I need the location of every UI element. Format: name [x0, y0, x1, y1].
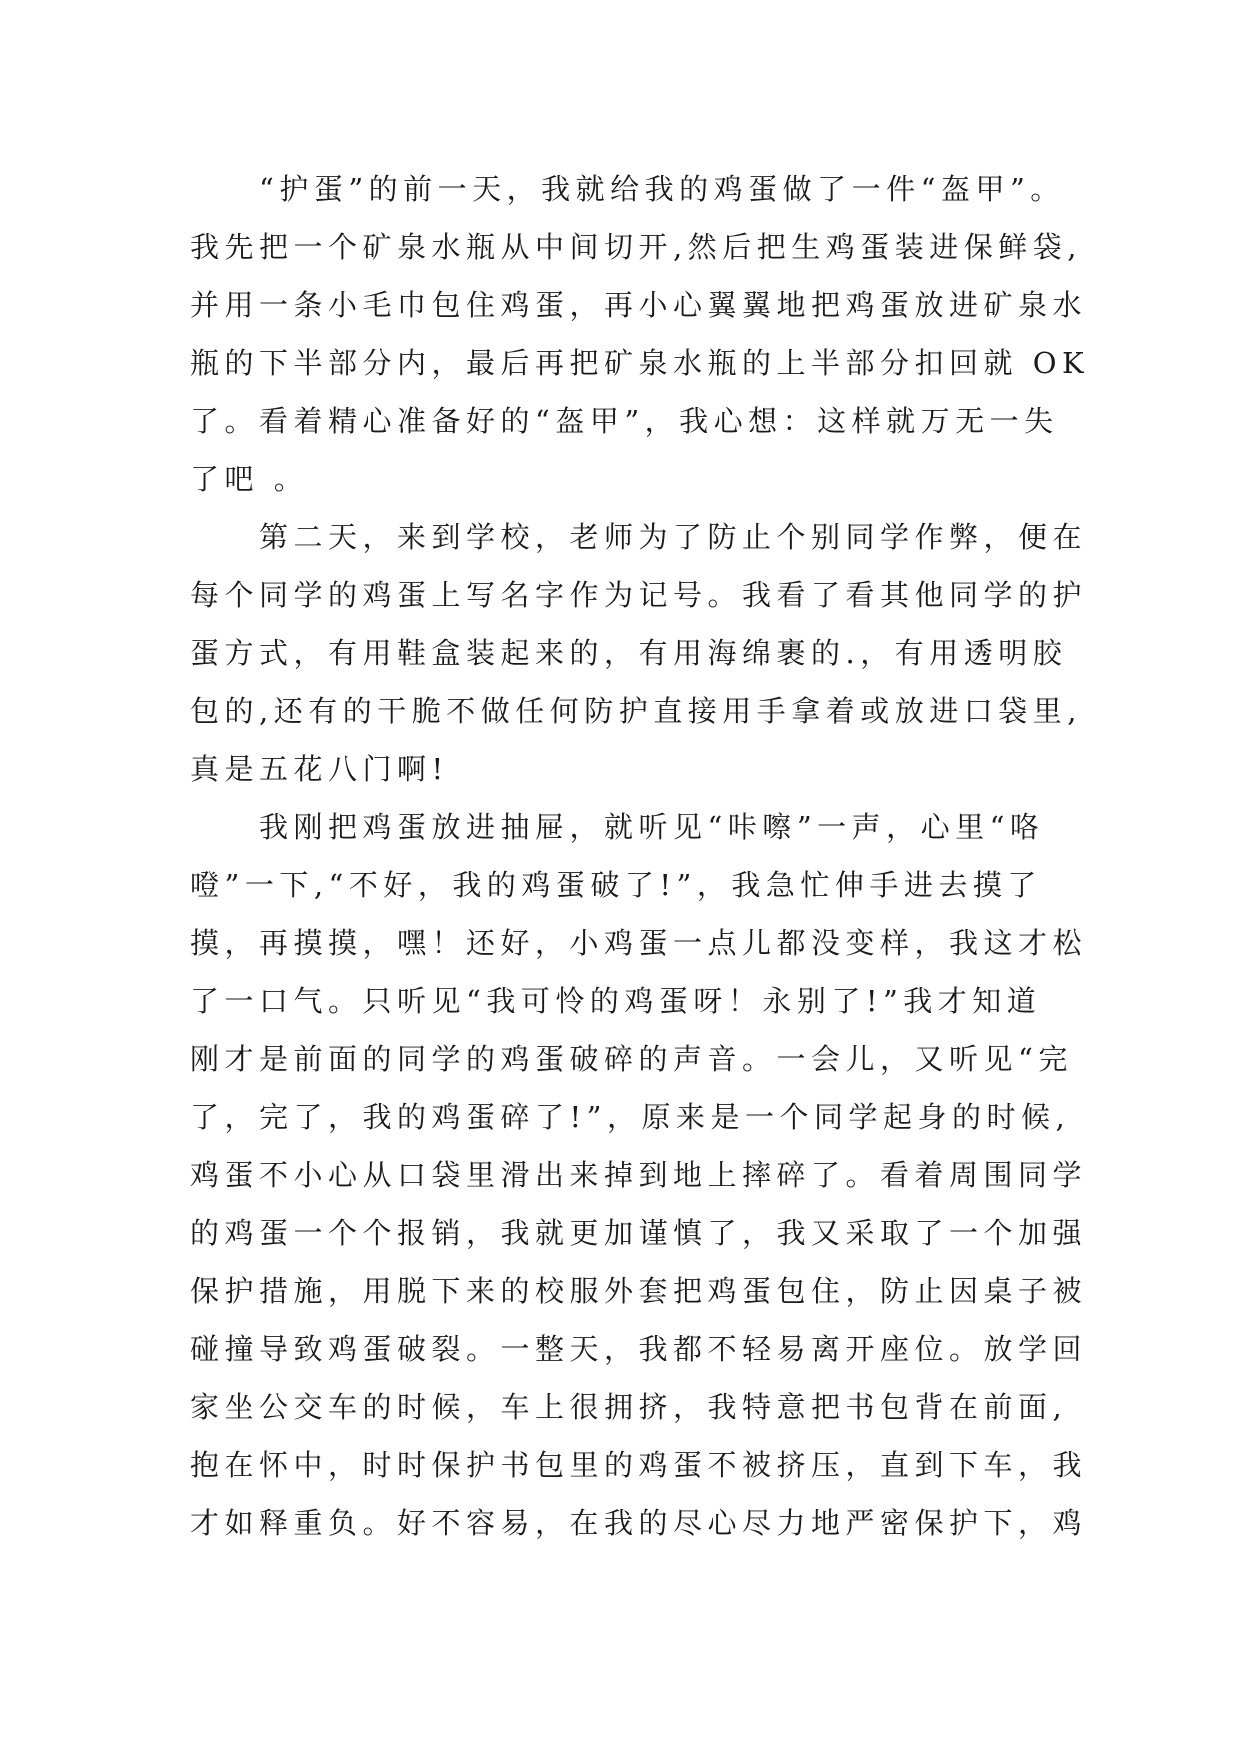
- text-line: 了一口气。只听见“我可怜的鸡蛋呀！永别了!”我才知道: [190, 984, 1042, 1018]
- text-line: 家坐公交车的时候，车上很拥挤，我特意把书包背在前面,: [190, 1390, 1068, 1424]
- text-line: 碰撞导致鸡蛋破裂。一整天，我都不轻易离开座位。放学回: [190, 1332, 1088, 1366]
- text-line: 了。看着精心准备好的“盔甲”，我心想：这样就万无一失: [190, 404, 1059, 438]
- text-line: 并用一条小毛巾包住鸡蛋，再小心翼翼地把鸡蛋放进矿泉水: [190, 288, 1088, 322]
- text-line: 噔”一下,“不好，我的鸡蛋破了!”，我急忙伸手进去摸了: [190, 868, 1042, 902]
- text-line: 保护措施，用脱下来的校服外套把鸡蛋包住，防止因桌子被: [190, 1274, 1088, 1308]
- text-line: 摸，再摸摸，嘿！还好，小鸡蛋一点儿都没变样，我这才松: [190, 926, 1088, 960]
- text-line: 了，完了，我的鸡蛋碎了!”，原来是一个同学起身的时候,: [190, 1100, 1071, 1134]
- text-line: 第二天，来到学校，老师为了防止个别同学作弊，便在: [190, 520, 1088, 554]
- text-line: 了吧 。: [190, 462, 309, 496]
- text-line: 抱在怀中，时时保护书包里的鸡蛋不被挤压，直到下车，我: [190, 1448, 1088, 1482]
- text-line: 真是五花八门啊!: [190, 752, 449, 786]
- text-line: “护蛋”的前一天，我就给我的鸡蛋做了一件“盔甲”。: [190, 172, 1065, 206]
- text-line: 包的,还有的干脆不做任何防护直接用手拿着或放进口袋里,: [190, 694, 1082, 728]
- text-line: 才如释重负。好不容易，在我的尽心尽力地严密保护下，鸡: [190, 1506, 1088, 1540]
- text-line: 的鸡蛋一个个报销，我就更加谨慎了，我又采取了一个加强: [190, 1216, 1088, 1250]
- text-line: 刚才是前面的同学的鸡蛋破碎的声音。一会儿，又听见“完: [190, 1042, 1073, 1076]
- text-line: 我先把一个矿泉水瓶从中间切开,然后把生鸡蛋装进保鲜袋,: [190, 230, 1082, 264]
- text-line: 每个同学的鸡蛋上写名字作为记号。我看了看其他同学的护: [190, 578, 1088, 612]
- essay-text: [190, 160, 1090, 1552]
- text-line: 蛋方式，有用鞋盒装起来的，有用海绵裹的.，有用透明胶: [190, 636, 1068, 670]
- text-line: 我刚把鸡蛋放进抽屉，就听见“咔嚓”一声，心里“咯: [190, 810, 1045, 844]
- text-line: 鸡蛋不小心从口袋里滑出来掉到地上摔碎了。看着周围同学: [190, 1158, 1088, 1192]
- text-line: 瓶的下半部分内，最后再把矿泉水瓶的上半部分扣回就 OK: [190, 346, 1090, 380]
